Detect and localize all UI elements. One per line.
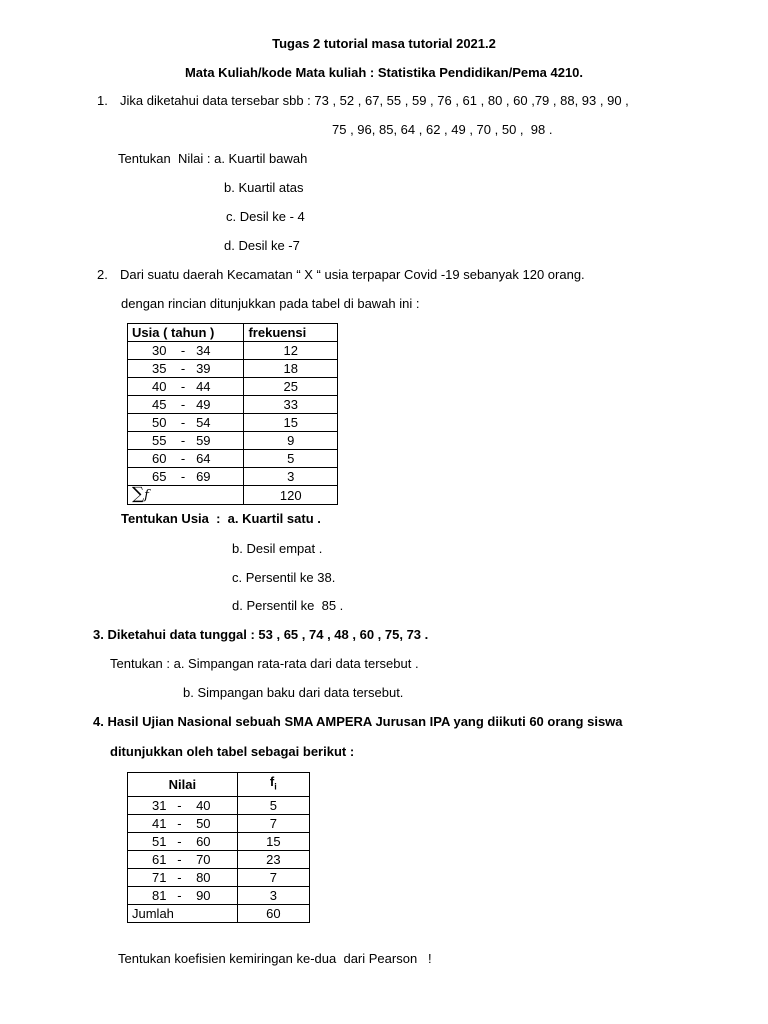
table-row: [128, 868, 310, 886]
score-frequency-table: [127, 772, 310, 923]
table-total-row: [128, 486, 338, 505]
age-range-cell: 30 - 34: [128, 342, 244, 360]
fi-subscript: i: [274, 781, 277, 792]
frequency-cell: 7: [237, 814, 309, 832]
frequency-cell: 33: [244, 396, 338, 414]
table-total-row: [128, 904, 310, 922]
q2-text: Dari suatu daerah Kecamatan “ X “ usia terpapar Covid -19 sebanyak 120 orang.: [120, 267, 585, 282]
table-row: [128, 468, 338, 486]
score-range-cell: 61 - 70: [128, 850, 238, 868]
age-range-cell: 50 - 54: [128, 414, 244, 432]
age-frequency-table: [127, 323, 338, 505]
table-row: [128, 796, 310, 814]
age-range-cell: 65 - 69: [128, 468, 244, 486]
age-range-cell: 60 - 64: [128, 450, 244, 468]
age-range-cell: 45 - 49: [128, 396, 244, 414]
col-header-score: Nilai: [128, 773, 238, 797]
frequency-cell: 25: [244, 378, 338, 396]
q2-text-cont: dengan rincian ditunjukkan pada tabel di bawah ini :: [121, 296, 420, 311]
q3-task-a: Tentukan : a. Simpangan rata-rata dari data tersebut .: [110, 656, 419, 671]
q4-task: Tentukan koefisien kemiringan ke-dua dari Pearson !: [118, 951, 432, 966]
score-range-cell: 81 - 90: [128, 886, 238, 904]
document-title: Tugas 2 tutorial masa tutorial 2021.2: [272, 36, 496, 51]
q2-task-a: Tentukan Usia : a. Kuartil satu .: [121, 511, 321, 526]
course-title: Mata Kuliah/kode Mata kuliah : Statistika Pendidikan/Pema 4210.: [184, 65, 584, 80]
frequency-cell: 18: [244, 360, 338, 378]
frequency-cell: 5: [237, 796, 309, 814]
score-range-cell: 71 - 80: [128, 868, 238, 886]
q2-number: 2.: [97, 267, 108, 282]
table-row: [128, 396, 338, 414]
table-row: [128, 378, 338, 396]
age-range-cell: 55 - 59: [128, 432, 244, 450]
score-range-cell: 31 - 40: [128, 796, 238, 814]
col-header-age: Usia ( tahun ): [128, 324, 244, 342]
table-row: [128, 432, 338, 450]
fi-main: f: [269, 774, 275, 789]
f-symbol: f: [144, 488, 149, 503]
q3-text: 3. Diketahui data tunggal : 53 , 65 , 74 , 48 , 60 , 75, 73 .: [93, 627, 429, 642]
q4-text-cont: ditunjukkan oleh tabel sebagai berikut :: [110, 744, 355, 759]
table-row: [128, 342, 338, 360]
col-header-frequency: frekuensi: [244, 324, 338, 342]
frequency-cell: 12: [244, 342, 338, 360]
frequency-cell: 3: [237, 886, 309, 904]
frequency-cell: 5: [244, 450, 338, 468]
frequency-cell: 15: [237, 832, 309, 850]
total-frequency-cell: 60: [237, 904, 309, 922]
q1-task-b: b. Kuartil atas: [224, 180, 304, 195]
frequency-cell: 7: [237, 868, 309, 886]
age-range-cell: 40 - 44: [128, 378, 244, 396]
total-frequency-cell: 120: [244, 486, 338, 505]
q1-task-c: c. Desil ke - 4: [226, 209, 305, 224]
age-range-cell: 35 - 39: [128, 360, 244, 378]
frequency-cell: 23: [237, 850, 309, 868]
table-row: [128, 450, 338, 468]
table-row: [128, 832, 310, 850]
q2-task-b: b. Desil empat .: [232, 541, 323, 556]
total-label-cell: Jumlah: [128, 904, 238, 922]
q3-task-b: b. Simpangan baku dari data tersebut.: [183, 685, 404, 700]
q1-task-a: Tentukan Nilai : a. Kuartil bawah: [118, 151, 308, 166]
table-row: [128, 360, 338, 378]
score-range-cell: 51 - 60: [128, 832, 238, 850]
col-header-fi: [237, 773, 309, 797]
table-row: [128, 814, 310, 832]
q1-text-cont: 75 , 96, 85, 64 , 62 , 49 , 70 , 50 , 98 .: [332, 122, 553, 137]
q1-number: 1.: [97, 93, 108, 108]
q4-text: 4. Hasil Ujian Nasional sebuah SMA AMPERA Jurusan IPA yang diikuti 60 orang siswa: [93, 714, 623, 729]
table-row: [128, 850, 310, 868]
q1-task-d: d. Desil ke -7: [224, 238, 300, 253]
frequency-cell: 3: [244, 468, 338, 486]
score-range-cell: 41 - 50: [128, 814, 238, 832]
frequency-cell: 15: [244, 414, 338, 432]
frequency-cell: 9: [244, 432, 338, 450]
table-header-row: [128, 324, 338, 342]
q2-task-d: d. Persentil ke 85 .: [232, 598, 344, 613]
q2-task-c: c. Persentil ke 38.: [232, 570, 336, 585]
sigma-symbol: ∑: [132, 484, 145, 504]
table-row: [128, 414, 338, 432]
sum-f-cell: [128, 486, 244, 505]
table-header-row: [128, 773, 310, 797]
table-row: [128, 886, 310, 904]
q1-text: Jika diketahui data tersebar sbb : 73 , 52 , 67, 55 , 59 , 76 , 61 , 80 , 60 ,79 , 88, 93 , 90 ,: [120, 93, 629, 108]
